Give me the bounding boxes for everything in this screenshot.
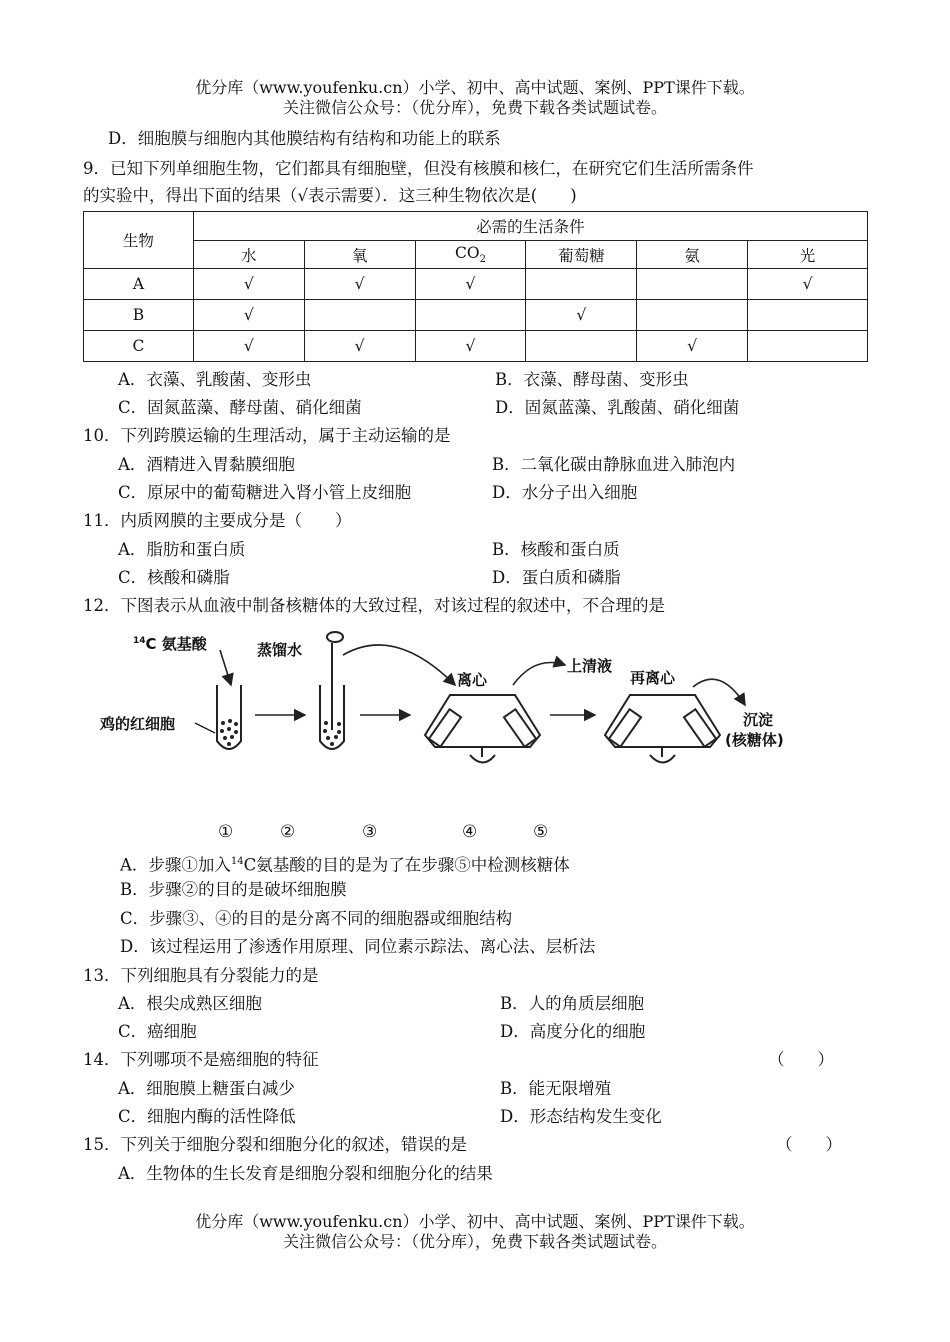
q14-answer-paren: （ ）	[768, 1050, 834, 1069]
cond-ammonia: 氨	[637, 241, 748, 269]
q12-option-b: B．步骤②的目的是破坏细胞膜	[120, 880, 347, 899]
table-cell	[748, 300, 868, 331]
table-cell	[415, 300, 526, 331]
footer-line-1: 优分库（www.youfenku.cn）小学、初中、高中试题、案例、PPT课件下载。	[195, 1212, 755, 1231]
conditions-header: 必需的生活条件	[193, 212, 867, 241]
organism-header: 生物	[84, 212, 194, 269]
q15-stem: 15．下列关于细胞分裂和细胞分化的叙述，错误的是	[83, 1135, 467, 1154]
cond-water: 水	[193, 241, 304, 269]
footer-line-2: 关注微信公众号：（优分库），免费下载各类试题试卷。	[282, 1232, 667, 1251]
table-cell: √	[526, 300, 637, 331]
table-cell	[304, 300, 415, 331]
q10-option-c: C．原尿中的葡萄糖进入肾小管上皮细胞	[118, 483, 412, 502]
q10-option-d: D．水分子出入细胞	[492, 483, 638, 502]
q11-stem: 11．内质网膜的主要成分是（ ）	[83, 511, 352, 530]
table-cell: √	[193, 331, 304, 362]
table-row	[84, 269, 868, 300]
label-centrifuge: 离心	[457, 671, 488, 689]
q9-option-d: D．固氮蓝藻、乳酸菌、硝化细菌	[495, 398, 740, 417]
q12-stem: 12．下图表示从血液中制备核糖体的大致过程，对该过程的叙述中，不合理的是	[83, 596, 665, 615]
cond-light: 光	[748, 241, 868, 269]
label-c14-amino-acid: $^{14}$C 氨基酸	[133, 635, 207, 653]
table-cell: √	[748, 269, 868, 300]
row-name: C	[84, 331, 194, 362]
q10-stem: 10．下列跨膜运输的生理活动，属于主动运输的是	[83, 426, 451, 445]
q12-option-d: D．该过程运用了渗透作用原理、同位素示踪法、离心法、层析法	[120, 937, 596, 956]
q14-option-c: C．细胞内酶的活性降低	[118, 1107, 296, 1126]
table-cell: √	[415, 269, 526, 300]
q13-option-b: B．人的角质层细胞	[500, 994, 645, 1013]
table-row	[84, 300, 868, 331]
table-cell: √	[193, 300, 304, 331]
q15-answer-paren: （ ）	[776, 1135, 842, 1154]
label-sediment: 沉淀	[743, 711, 774, 729]
step-4: ④	[462, 822, 478, 842]
q13-option-d: D．高度分化的细胞	[500, 1022, 646, 1041]
header-line-1: 优分库（www.youfenku.cn）小学、初中、高中试题、案例、PPT课件下载。	[195, 78, 755, 97]
q12-option-a: A．步骤①加入$^{14}$C氨基酸的目的是为了在步骤⑤中检测核糖体	[120, 855, 570, 875]
table-cell	[637, 300, 748, 331]
q13-option-a: A．根尖成熟区细胞	[118, 994, 262, 1013]
label-ribosome: (核糖体)	[725, 731, 784, 749]
table-cell	[637, 269, 748, 300]
q10-option-b: B．二氧化碳由静脉血进入肺泡内	[492, 455, 736, 474]
table-cell: √	[304, 331, 415, 362]
cond-co2: $CO_2$	[415, 241, 526, 269]
q8-option-d: D．细胞膜与细胞内其他膜结构有结构和功能上的联系	[108, 129, 501, 148]
row-name: A	[84, 269, 194, 300]
label-recentrifuge: 再离心	[630, 669, 676, 687]
table-cell: √	[637, 331, 748, 362]
label-distilled-water: 蒸馏水	[257, 641, 303, 659]
q9-stem-line-1: 9．已知下列单细胞生物，它们都具有细胞壁，但没有核膜和核仁，在研究它们生活所需条件	[83, 159, 754, 178]
q9-stem-line-2: 的实验中，得出下面的结果（√表示需要）．这三种生物依次是( )	[83, 186, 577, 205]
q9-option-c: C．固氮蓝藻、酵母菌、硝化细菌	[118, 398, 362, 417]
cond-oxygen: 氧	[304, 241, 415, 269]
table-row	[84, 331, 868, 362]
cond-glucose: 葡萄糖	[526, 241, 637, 269]
conditions-table	[83, 211, 868, 362]
q11-option-b: B．核酸和蛋白质	[492, 540, 620, 559]
table-cell	[526, 331, 637, 362]
ribosome-prep-diagram	[95, 625, 825, 775]
row-name: B	[84, 300, 194, 331]
q11-option-d: D．蛋白质和磷脂	[492, 568, 621, 587]
label-supernatant: 上清液	[567, 657, 613, 675]
table-cell	[748, 331, 868, 362]
q14-stem: 14．下列哪项不是癌细胞的特征	[83, 1050, 319, 1069]
q14-option-a: A．细胞膜上糖蛋白减少	[118, 1079, 295, 1098]
q13-stem: 13．下列细胞具有分裂能力的是	[83, 966, 319, 985]
q15-option-a: A．生物体的生长发育是细胞分裂和细胞分化的结果	[118, 1164, 493, 1183]
table-cell	[526, 269, 637, 300]
table-cell: √	[304, 269, 415, 300]
step-3: ③	[362, 822, 378, 842]
step-2: ②	[280, 822, 296, 842]
q14-option-d: D．形态结构发生变化	[500, 1107, 662, 1126]
q11-option-a: A．脂肪和蛋白质	[118, 540, 246, 559]
q13-option-c: C．癌细胞	[118, 1022, 197, 1041]
q9-option-b: B．衣藻、酵母菌、变形虫	[495, 370, 689, 389]
q10-option-a: A．酒精进入胃黏膜细胞	[118, 455, 295, 474]
label-chicken-rbc: 鸡的红细胞	[100, 715, 176, 733]
q12-option-c: C．步骤③、④的目的是分离不同的细胞器或细胞结构	[120, 909, 513, 928]
table-cell: √	[415, 331, 526, 362]
table-cell: √	[193, 269, 304, 300]
q9-option-a: A．衣藻、乳酸菌、变形虫	[118, 370, 312, 389]
q14-option-b: B．能无限增殖	[500, 1079, 612, 1098]
step-5: ⑤	[533, 822, 549, 842]
q11-option-c: C．核酸和磷脂	[118, 568, 230, 587]
step-1: ①	[218, 822, 234, 842]
header-line-2: 关注微信公众号：（优分库），免费下载各类试题试卷。	[282, 98, 667, 117]
